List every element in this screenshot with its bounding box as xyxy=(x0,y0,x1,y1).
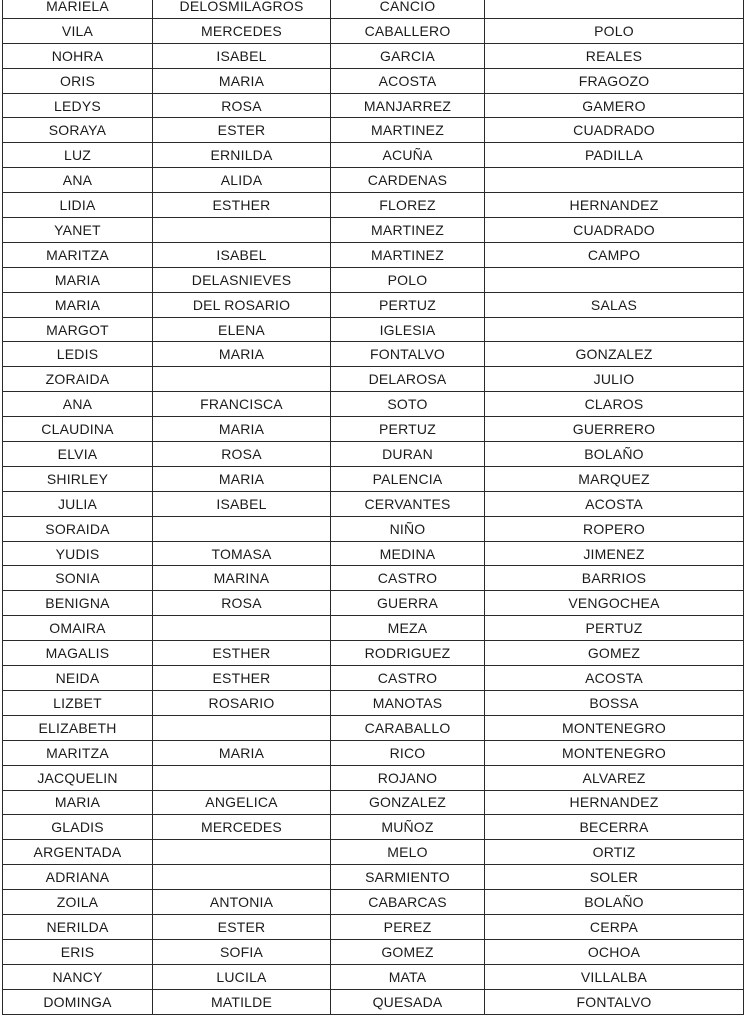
first-name-cell: ZORAIDA xyxy=(3,367,153,392)
first-name-cell: MARIA xyxy=(3,267,153,292)
table-row xyxy=(3,865,744,890)
table-row xyxy=(3,989,744,1014)
first-name-cell: ANA xyxy=(3,168,153,193)
table-row xyxy=(3,93,744,118)
middle-name-cell: MARIA xyxy=(153,68,331,93)
first-name-cell: YANET xyxy=(3,218,153,243)
first-name-cell: ORIS xyxy=(3,68,153,93)
middle-name-cell xyxy=(153,218,331,243)
middle-name-cell: MARIA xyxy=(153,417,331,442)
table-row xyxy=(3,143,744,168)
second-surname-cell: BARRIOS xyxy=(485,566,744,591)
first-name-cell: ADRIANA xyxy=(3,865,153,890)
table-row xyxy=(3,591,744,616)
first-name-cell: MARIA xyxy=(3,292,153,317)
first-surname-cell: MELO xyxy=(331,840,485,865)
second-surname-cell: BOSSA xyxy=(485,690,744,715)
first-surname-cell: RODRIGUEZ xyxy=(331,641,485,666)
first-name-cell: VILA xyxy=(3,18,153,43)
second-surname-cell: ACOSTA xyxy=(485,491,744,516)
middle-name-cell: DELASNIEVES xyxy=(153,267,331,292)
middle-name-cell: ERNILDA xyxy=(153,143,331,168)
first-surname-cell: SARMIENTO xyxy=(331,865,485,890)
first-surname-cell: RICO xyxy=(331,740,485,765)
table-row xyxy=(3,18,744,43)
middle-name-cell: LUCILA xyxy=(153,964,331,989)
first-name-cell: MARGOT xyxy=(3,317,153,342)
table-row xyxy=(3,815,744,840)
first-surname-cell: MATA xyxy=(331,964,485,989)
second-surname-cell: CERPA xyxy=(485,914,744,939)
first-surname-cell: CASTRO xyxy=(331,666,485,691)
middle-name-cell: ALIDA xyxy=(153,168,331,193)
first-name-cell: OMAIRA xyxy=(3,616,153,641)
table-row xyxy=(3,641,744,666)
table-row xyxy=(3,342,744,367)
second-surname-cell: GUERRERO xyxy=(485,417,744,442)
names-table xyxy=(2,0,744,1015)
first-name-cell: MARITZA xyxy=(3,242,153,267)
table-row xyxy=(3,616,744,641)
second-surname-cell: ALVAREZ xyxy=(485,765,744,790)
first-surname-cell: MARTINEZ xyxy=(331,242,485,267)
second-surname-cell: MONTENEGRO xyxy=(485,715,744,740)
first-surname-cell: PERTUZ xyxy=(331,417,485,442)
first-surname-cell: CABARCAS xyxy=(331,890,485,915)
first-surname-cell: PERTUZ xyxy=(331,292,485,317)
middle-name-cell: MERCEDES xyxy=(153,18,331,43)
first-surname-cell: MANJARREZ xyxy=(331,93,485,118)
table-row xyxy=(3,242,744,267)
first-surname-cell: NIÑO xyxy=(331,516,485,541)
middle-name-cell: ANGELICA xyxy=(153,790,331,815)
second-surname-cell: PADILLA xyxy=(485,143,744,168)
first-name-cell: ARGENTADA xyxy=(3,840,153,865)
second-surname-cell: ROPERO xyxy=(485,516,744,541)
table-row xyxy=(3,317,744,342)
second-surname-cell: MONTENEGRO xyxy=(485,740,744,765)
second-surname-cell xyxy=(485,267,744,292)
table-row xyxy=(3,914,744,939)
middle-name-cell: ESTHER xyxy=(153,641,331,666)
second-surname-cell: PERTUZ xyxy=(485,616,744,641)
second-surname-cell: CAMPO xyxy=(485,242,744,267)
middle-name-cell: FRANCISCA xyxy=(153,392,331,417)
table-row xyxy=(3,715,744,740)
table-row xyxy=(3,666,744,691)
table-row xyxy=(3,118,744,143)
second-surname-cell: BECERRA xyxy=(485,815,744,840)
table-row xyxy=(3,491,744,516)
middle-name-cell: ISABEL xyxy=(153,43,331,68)
second-surname-cell: ORTIZ xyxy=(485,840,744,865)
first-surname-cell: ACUÑA xyxy=(331,143,485,168)
first-name-cell: LUZ xyxy=(3,143,153,168)
first-name-cell: NERILDA xyxy=(3,914,153,939)
first-name-cell: GLADIS xyxy=(3,815,153,840)
second-surname-cell: CLAROS xyxy=(485,392,744,417)
first-surname-cell: DELAROSA xyxy=(331,367,485,392)
first-surname-cell: MARTINEZ xyxy=(331,118,485,143)
second-surname-cell: FRAGOZO xyxy=(485,68,744,93)
table-row xyxy=(3,690,744,715)
first-name-cell: MARITZA xyxy=(3,740,153,765)
first-surname-cell: PEREZ xyxy=(331,914,485,939)
second-surname-cell xyxy=(485,317,744,342)
middle-name-cell: MARIA xyxy=(153,740,331,765)
first-name-cell: LEDIS xyxy=(3,342,153,367)
middle-name-cell: ESTHER xyxy=(153,193,331,218)
second-surname-cell: VILLALBA xyxy=(485,964,744,989)
first-name-cell: MAGALIS xyxy=(3,641,153,666)
table-row xyxy=(3,964,744,989)
first-name-cell: JACQUELIN xyxy=(3,765,153,790)
table-row xyxy=(3,43,744,68)
middle-name-cell xyxy=(153,865,331,890)
middle-name-cell: ESTER xyxy=(153,118,331,143)
middle-name-cell: DEL ROSARIO xyxy=(153,292,331,317)
middle-name-cell: ROSA xyxy=(153,93,331,118)
second-surname-cell: SALAS xyxy=(485,292,744,317)
middle-name-cell xyxy=(153,367,331,392)
middle-name-cell xyxy=(153,840,331,865)
table-row xyxy=(3,740,744,765)
second-surname-cell: BOLAÑO xyxy=(485,890,744,915)
table-row xyxy=(3,392,744,417)
first-surname-cell: MUÑOZ xyxy=(331,815,485,840)
table-row xyxy=(3,442,744,467)
first-surname-cell: CARABALLO xyxy=(331,715,485,740)
first-name-cell: SHIRLEY xyxy=(3,466,153,491)
table-row xyxy=(3,292,744,317)
middle-name-cell xyxy=(153,715,331,740)
first-surname-cell: GARCIA xyxy=(331,43,485,68)
middle-name-cell: ESTER xyxy=(153,914,331,939)
first-name-cell: SORAIDA xyxy=(3,516,153,541)
table-row xyxy=(3,168,744,193)
middle-name-cell xyxy=(153,516,331,541)
first-name-cell: ZOILA xyxy=(3,890,153,915)
second-surname-cell xyxy=(485,168,744,193)
middle-name-cell: MATILDE xyxy=(153,989,331,1014)
second-surname-cell: HERNANDEZ xyxy=(485,193,744,218)
first-surname-cell: CASTRO xyxy=(331,566,485,591)
first-name-cell: BENIGNA xyxy=(3,591,153,616)
table-row xyxy=(3,765,744,790)
table-row xyxy=(3,541,744,566)
first-name-cell: CLAUDINA xyxy=(3,417,153,442)
first-surname-cell: MANOTAS xyxy=(331,690,485,715)
first-surname-cell: FLOREZ xyxy=(331,193,485,218)
first-surname-cell: CANCIO xyxy=(331,0,485,18)
first-surname-cell: PALENCIA xyxy=(331,466,485,491)
table-row xyxy=(3,68,744,93)
first-surname-cell: CABALLERO xyxy=(331,18,485,43)
middle-name-cell xyxy=(153,616,331,641)
second-surname-cell: VENGOCHEA xyxy=(485,591,744,616)
second-surname-cell: FONTALVO xyxy=(485,989,744,1014)
middle-name-cell: ROSA xyxy=(153,442,331,467)
middle-name-cell xyxy=(153,765,331,790)
first-surname-cell: ROJANO xyxy=(331,765,485,790)
first-surname-cell: ACOSTA xyxy=(331,68,485,93)
first-surname-cell: QUESADA xyxy=(331,989,485,1014)
middle-name-cell: ELENA xyxy=(153,317,331,342)
first-name-cell: ANA xyxy=(3,392,153,417)
second-surname-cell: CUADRADO xyxy=(485,218,744,243)
first-name-cell: SORAYA xyxy=(3,118,153,143)
table-row xyxy=(3,939,744,964)
middle-name-cell: ANTONIA xyxy=(153,890,331,915)
middle-name-cell: MARIA xyxy=(153,342,331,367)
first-name-cell: NANCY xyxy=(3,964,153,989)
first-name-cell: LEDYS xyxy=(3,93,153,118)
middle-name-cell: MARINA xyxy=(153,566,331,591)
second-surname-cell: HERNANDEZ xyxy=(485,790,744,815)
first-surname-cell: MEDINA xyxy=(331,541,485,566)
first-surname-cell: SOTO xyxy=(331,392,485,417)
first-surname-cell: CARDENAS xyxy=(331,168,485,193)
first-surname-cell: GONZALEZ xyxy=(331,790,485,815)
second-surname-cell: ACOSTA xyxy=(485,666,744,691)
first-name-cell: JULIA xyxy=(3,491,153,516)
first-name-cell: NOHRA xyxy=(3,43,153,68)
first-surname-cell: IGLESIA xyxy=(331,317,485,342)
middle-name-cell: ISABEL xyxy=(153,242,331,267)
middle-name-cell: ISABEL xyxy=(153,491,331,516)
middle-name-cell: DELOSMILAGROS xyxy=(153,0,331,18)
table-row xyxy=(3,840,744,865)
first-surname-cell: DURAN xyxy=(331,442,485,467)
first-surname-cell: FONTALVO xyxy=(331,342,485,367)
first-surname-cell: GUERRA xyxy=(331,591,485,616)
middle-name-cell: MARIA xyxy=(153,466,331,491)
second-surname-cell: BOLAÑO xyxy=(485,442,744,467)
first-surname-cell: MARTINEZ xyxy=(331,218,485,243)
second-surname-cell: CUADRADO xyxy=(485,118,744,143)
first-name-cell: MARIELA xyxy=(3,0,153,18)
table-row xyxy=(3,267,744,292)
second-surname-cell: POLO xyxy=(485,18,744,43)
table-row xyxy=(3,0,744,18)
table-row xyxy=(3,790,744,815)
second-surname-cell: JIMENEZ xyxy=(485,541,744,566)
second-surname-cell: GONZALEZ xyxy=(485,342,744,367)
first-name-cell: ELVIA xyxy=(3,442,153,467)
table-row xyxy=(3,566,744,591)
table-row xyxy=(3,367,744,392)
table-row xyxy=(3,516,744,541)
first-name-cell: LIZBET xyxy=(3,690,153,715)
first-name-cell: NEIDA xyxy=(3,666,153,691)
second-surname-cell: MARQUEZ xyxy=(485,466,744,491)
middle-name-cell: MERCEDES xyxy=(153,815,331,840)
table-row xyxy=(3,417,744,442)
first-surname-cell: MEZA xyxy=(331,616,485,641)
table-row xyxy=(3,218,744,243)
first-surname-cell: CERVANTES xyxy=(331,491,485,516)
middle-name-cell: ESTHER xyxy=(153,666,331,691)
second-surname-cell xyxy=(485,0,744,18)
second-surname-cell: REALES xyxy=(485,43,744,68)
middle-name-cell: SOFIA xyxy=(153,939,331,964)
table-row xyxy=(3,466,744,491)
first-name-cell: YUDIS xyxy=(3,541,153,566)
middle-name-cell: ROSA xyxy=(153,591,331,616)
second-surname-cell: GAMERO xyxy=(485,93,744,118)
second-surname-cell: SOLER xyxy=(485,865,744,890)
middle-name-cell: TOMASA xyxy=(153,541,331,566)
names-table-body xyxy=(3,0,744,1014)
first-name-cell: LIDIA xyxy=(3,193,153,218)
first-name-cell: ELIZABETH xyxy=(3,715,153,740)
second-surname-cell: GOMEZ xyxy=(485,641,744,666)
first-surname-cell: GOMEZ xyxy=(331,939,485,964)
first-name-cell: DOMINGA xyxy=(3,989,153,1014)
first-name-cell: ERIS xyxy=(3,939,153,964)
table-row xyxy=(3,193,744,218)
first-surname-cell: POLO xyxy=(331,267,485,292)
second-surname-cell: JULIO xyxy=(485,367,744,392)
first-name-cell: MARIA xyxy=(3,790,153,815)
second-surname-cell: OCHOA xyxy=(485,939,744,964)
middle-name-cell: ROSARIO xyxy=(153,690,331,715)
first-name-cell: SONIA xyxy=(3,566,153,591)
table-row xyxy=(3,890,744,915)
